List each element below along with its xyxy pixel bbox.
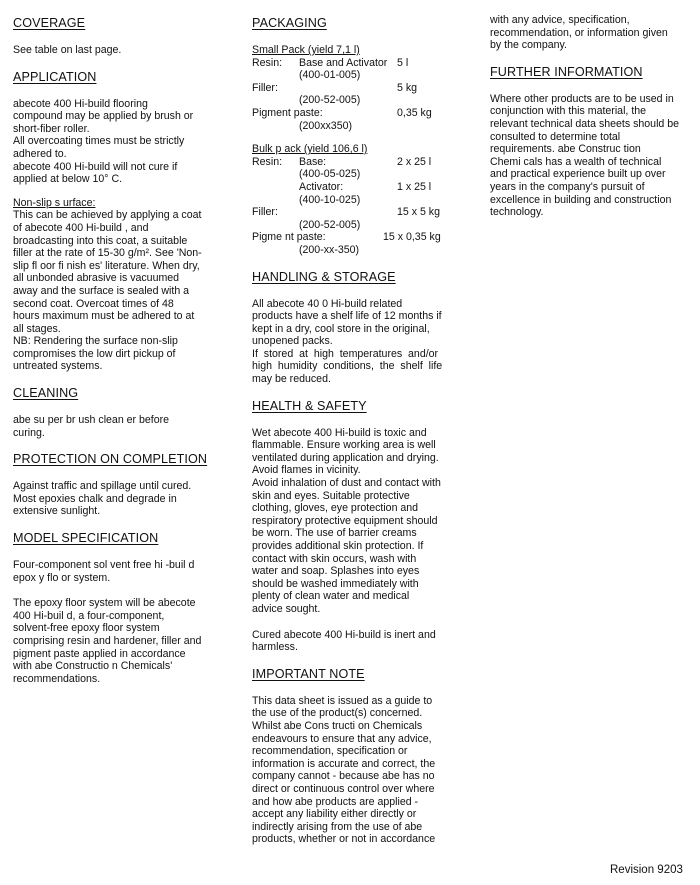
pack-qty: 2 x 25 l bbox=[397, 155, 432, 168]
further-info-heading: FURTHER INFORMATION bbox=[490, 64, 643, 79]
pack-item: (200-xx-350) bbox=[299, 243, 360, 256]
text-line: away and the surface is sealed with a bbox=[13, 284, 190, 297]
text-line: all stages. bbox=[13, 322, 61, 335]
text-line: advice sought. bbox=[252, 602, 321, 615]
text-line: kept in a dry, cool store in the original, bbox=[252, 322, 430, 335]
pack-label: Resin: bbox=[252, 56, 283, 69]
text-line: NB: Rendering the surface non-slip bbox=[13, 335, 178, 348]
text-line: recommendation, specification or bbox=[252, 745, 408, 758]
text-line: pigment paste applied in accordance bbox=[13, 647, 186, 660]
cleaning-text bbox=[13, 414, 235, 439]
text-line: extensive sunlight. bbox=[13, 505, 101, 518]
cleaning-heading: CLEANING bbox=[13, 386, 79, 401]
text-line: 400 Hi-buil d, a four-component, bbox=[13, 609, 165, 622]
text-line: filler at the rate of 15-30 g/m². See 'Non- bbox=[13, 247, 202, 260]
pack-qty: 1 x 25 l bbox=[397, 180, 432, 193]
column-left bbox=[13, 16, 235, 685]
pack-item: (400-01-005) bbox=[299, 69, 361, 82]
text-line: with abe Constructio n Chemicals' bbox=[13, 660, 173, 673]
pack-row bbox=[252, 57, 452, 70]
text-line: Avoid inhalation of dust and contact with bbox=[252, 477, 441, 490]
text-line: The epoxy floor system will be abecote bbox=[13, 597, 196, 610]
application-text bbox=[13, 98, 235, 186]
text-line: broadcasting into this coat, a suitable bbox=[13, 234, 188, 247]
pack-item: (400-10-025) bbox=[299, 193, 361, 206]
pack-item: Activator: bbox=[299, 180, 344, 193]
text-line: slip fl oor fi nish es' literature. When dry, bbox=[13, 259, 200, 272]
text-line: compromises the low dirt pickup of bbox=[13, 347, 176, 360]
pack-item: (200-52-005) bbox=[299, 94, 361, 107]
text-line: the use of the product(s) concerned. bbox=[252, 707, 423, 720]
text-line: Wet abecote 400 Hi-build is toxic and bbox=[252, 426, 427, 439]
text-line: products, whether or not in accordance bbox=[252, 833, 436, 846]
text-line: flammable. Ensure working area is well bbox=[252, 439, 436, 452]
pack-label: Pigment paste: bbox=[252, 106, 323, 119]
important-note-text bbox=[252, 695, 452, 846]
model-spec-text-1 bbox=[13, 559, 235, 584]
text-line: epox y flo or system. bbox=[13, 571, 111, 584]
text-line: applied at below 10° C. bbox=[13, 173, 123, 186]
pack-row bbox=[252, 244, 452, 257]
text-line: untreated systems. bbox=[13, 360, 103, 373]
pack-row bbox=[252, 206, 452, 219]
text-line: This data sheet is issued as a guide to bbox=[252, 694, 433, 707]
text-line: direct or continuous control over where bbox=[252, 782, 435, 795]
text-line: unopened packs. bbox=[252, 335, 333, 348]
text-line: Avoid flames in vicinity. bbox=[252, 464, 361, 477]
text-line: be worn. The use of barrier creams bbox=[252, 527, 417, 540]
text-line: abecote 400 Hi-build flooring bbox=[13, 97, 148, 110]
text-line: may be reduced. bbox=[252, 373, 331, 386]
pack-row bbox=[252, 94, 452, 107]
pack-item: (400-05-025) bbox=[299, 168, 361, 181]
pack-qty: 5 l bbox=[397, 56, 409, 69]
text-line: Most epoxies chalk and degrade in bbox=[13, 492, 177, 505]
text-line: plenty of clean water and medical bbox=[252, 590, 410, 603]
text-line: provides additional skin protection. If bbox=[252, 540, 424, 552]
text-line: conjunction with this material, the bbox=[490, 105, 647, 118]
handling-text bbox=[252, 298, 452, 386]
text-line: second coat. Overcoat times of 48 bbox=[13, 297, 174, 310]
text-line: All abecote 40 0 Hi-build related bbox=[252, 297, 403, 310]
pack-label: Filler: bbox=[252, 81, 278, 94]
text-line: abe su per br ush clean er before bbox=[13, 414, 170, 427]
text-line: should be washed immediately with bbox=[252, 577, 419, 590]
text-line: endeavours to ensure that any advice, bbox=[252, 732, 432, 745]
note-continued-text bbox=[490, 14, 688, 52]
text-line: curing. bbox=[13, 426, 45, 439]
text-line: and how abe products are applied - bbox=[252, 795, 419, 808]
text-line: products have a shelf life of 12 months if bbox=[252, 310, 442, 323]
pack-row bbox=[252, 69, 452, 82]
pack-qty: 0,35 kg bbox=[397, 106, 432, 119]
text-line: harmless. bbox=[252, 641, 298, 654]
text-line: consulted to determine total bbox=[490, 130, 621, 143]
coverage-heading: COVERAGE bbox=[13, 16, 86, 30]
text-line: technology. bbox=[490, 206, 544, 219]
text-line: All overcoating times must be strictly bbox=[13, 135, 185, 148]
text-line: all unbonded abrasive is vacuumed bbox=[13, 272, 180, 285]
text-line: Cured abecote 400 Hi-build is inert and bbox=[252, 628, 436, 641]
pack-row bbox=[252, 82, 452, 95]
protection-text bbox=[13, 480, 235, 518]
health-text-1 bbox=[252, 427, 452, 616]
text-line: water and soap. Splashes into eyes bbox=[252, 565, 420, 578]
small-pack-table bbox=[252, 57, 452, 133]
text-line: compound may be applied by brush or bbox=[13, 110, 194, 123]
text-line: company cannot - because abe has no bbox=[252, 770, 435, 783]
pack-label: Resin: bbox=[252, 155, 283, 168]
text-line: skin and eyes. Suitable protective bbox=[252, 489, 410, 502]
protection-heading: PROTECTION ON COMPLETION bbox=[13, 452, 208, 467]
text-line: of abecote 400 Hi-build , and bbox=[13, 221, 149, 234]
column-middle bbox=[252, 16, 452, 846]
text-line: relevant technical data sheets should be bbox=[490, 117, 680, 130]
pack-row bbox=[252, 107, 452, 120]
pack-row bbox=[252, 156, 452, 169]
text-line: high humidity conditions, the shelf life bbox=[252, 360, 443, 373]
pack-item: Base and Activator bbox=[299, 56, 388, 69]
bulk-pack-table bbox=[252, 156, 452, 257]
text-line: recommendation, or information given bbox=[490, 26, 668, 39]
revision-label: Revision 9203 bbox=[610, 864, 683, 876]
pack-qty: 5 kg bbox=[397, 81, 418, 94]
model-spec-text-2 bbox=[13, 597, 235, 685]
text-line: indirectly arising from the use of abe bbox=[252, 820, 423, 833]
nonslip-subheading: Non-slip s urface: bbox=[13, 196, 96, 209]
text-line: years in the company's pursuit of bbox=[490, 180, 645, 193]
application-heading: APPLICATION bbox=[13, 69, 97, 84]
bulk-pack-title: Bulk p ack (yield 106,6 l) bbox=[252, 143, 368, 156]
text-line: clothing, gloves, eye protection and bbox=[252, 502, 419, 515]
text-line: comprising resin and hardener, filler and bbox=[13, 635, 202, 647]
text-line: contact with skin occurs, wash with bbox=[252, 552, 417, 565]
text-line: Four-component sol vent free hi -buil d bbox=[13, 559, 195, 572]
text-line: This can be achieved by applying a coat bbox=[13, 209, 202, 222]
important-note-heading: IMPORTANT NOTE bbox=[252, 666, 365, 681]
column-right bbox=[490, 14, 688, 219]
coverage-text: See table on last page. bbox=[13, 44, 122, 56]
health-text-2 bbox=[252, 629, 452, 654]
pack-row bbox=[252, 120, 452, 133]
pack-label: Pigme nt paste: bbox=[252, 231, 326, 244]
pack-qty: 15 x 0,35 kg bbox=[383, 231, 441, 244]
text-line: If stored at high temperatures and/or bbox=[252, 347, 439, 360]
text-line: excellence in building and construction bbox=[490, 193, 672, 206]
pack-row bbox=[252, 168, 452, 181]
text-line: with any advice, specification, bbox=[490, 14, 630, 26]
text-line: information is accurate and correct, the bbox=[252, 757, 436, 770]
pack-qty: 15 x 5 kg bbox=[397, 206, 440, 219]
pack-item: Base: bbox=[299, 155, 327, 168]
text-line: short-fiber roller. bbox=[13, 122, 90, 135]
text-line: abecote 400 Hi-build will not cure if bbox=[13, 160, 178, 173]
model-spec-heading: MODEL SPECIFICATION bbox=[13, 531, 159, 546]
nonslip-text bbox=[13, 209, 235, 373]
pack-row bbox=[252, 231, 452, 244]
small-pack-title: Small Pack (yield 7,1 l) bbox=[252, 44, 360, 56]
pack-row bbox=[252, 194, 452, 207]
text-line: Whilst abe Cons tructi on Chemicals bbox=[252, 719, 423, 732]
pack-label: Filler: bbox=[252, 206, 278, 219]
text-line: solvent-free epoxy floor system bbox=[13, 622, 160, 635]
text-line: requirements. abe Construc tion bbox=[490, 143, 641, 156]
text-line: Against traffic and spillage until cured. bbox=[13, 480, 192, 493]
text-line: recommendations. bbox=[13, 672, 101, 685]
text-line: by the company. bbox=[490, 39, 567, 52]
packaging-heading: PACKAGING bbox=[252, 16, 327, 30]
text-line: respiratory protective equipment should bbox=[252, 514, 438, 527]
text-line: adhered to. bbox=[13, 147, 67, 160]
text-line: hours maximum must be adhered to at bbox=[13, 310, 195, 323]
further-info-text bbox=[490, 93, 688, 219]
text-line: Chemi cals has a wealth of technical bbox=[490, 155, 662, 168]
text-line: and practical experience built up over bbox=[490, 168, 666, 181]
pack-row bbox=[252, 181, 452, 194]
handling-heading: HANDLING & STORAGE bbox=[252, 269, 396, 284]
text-line: ventilated during application and drying. bbox=[252, 451, 439, 464]
health-heading: HEALTH & SAFETY bbox=[252, 398, 367, 413]
text-line: accept any liability either directly or bbox=[252, 808, 417, 821]
pack-item: (200xx350) bbox=[299, 119, 352, 132]
pack-item: (200-52-005) bbox=[299, 218, 361, 231]
pack-row bbox=[252, 219, 452, 232]
text-line: Where other products are to be used in bbox=[490, 92, 674, 105]
